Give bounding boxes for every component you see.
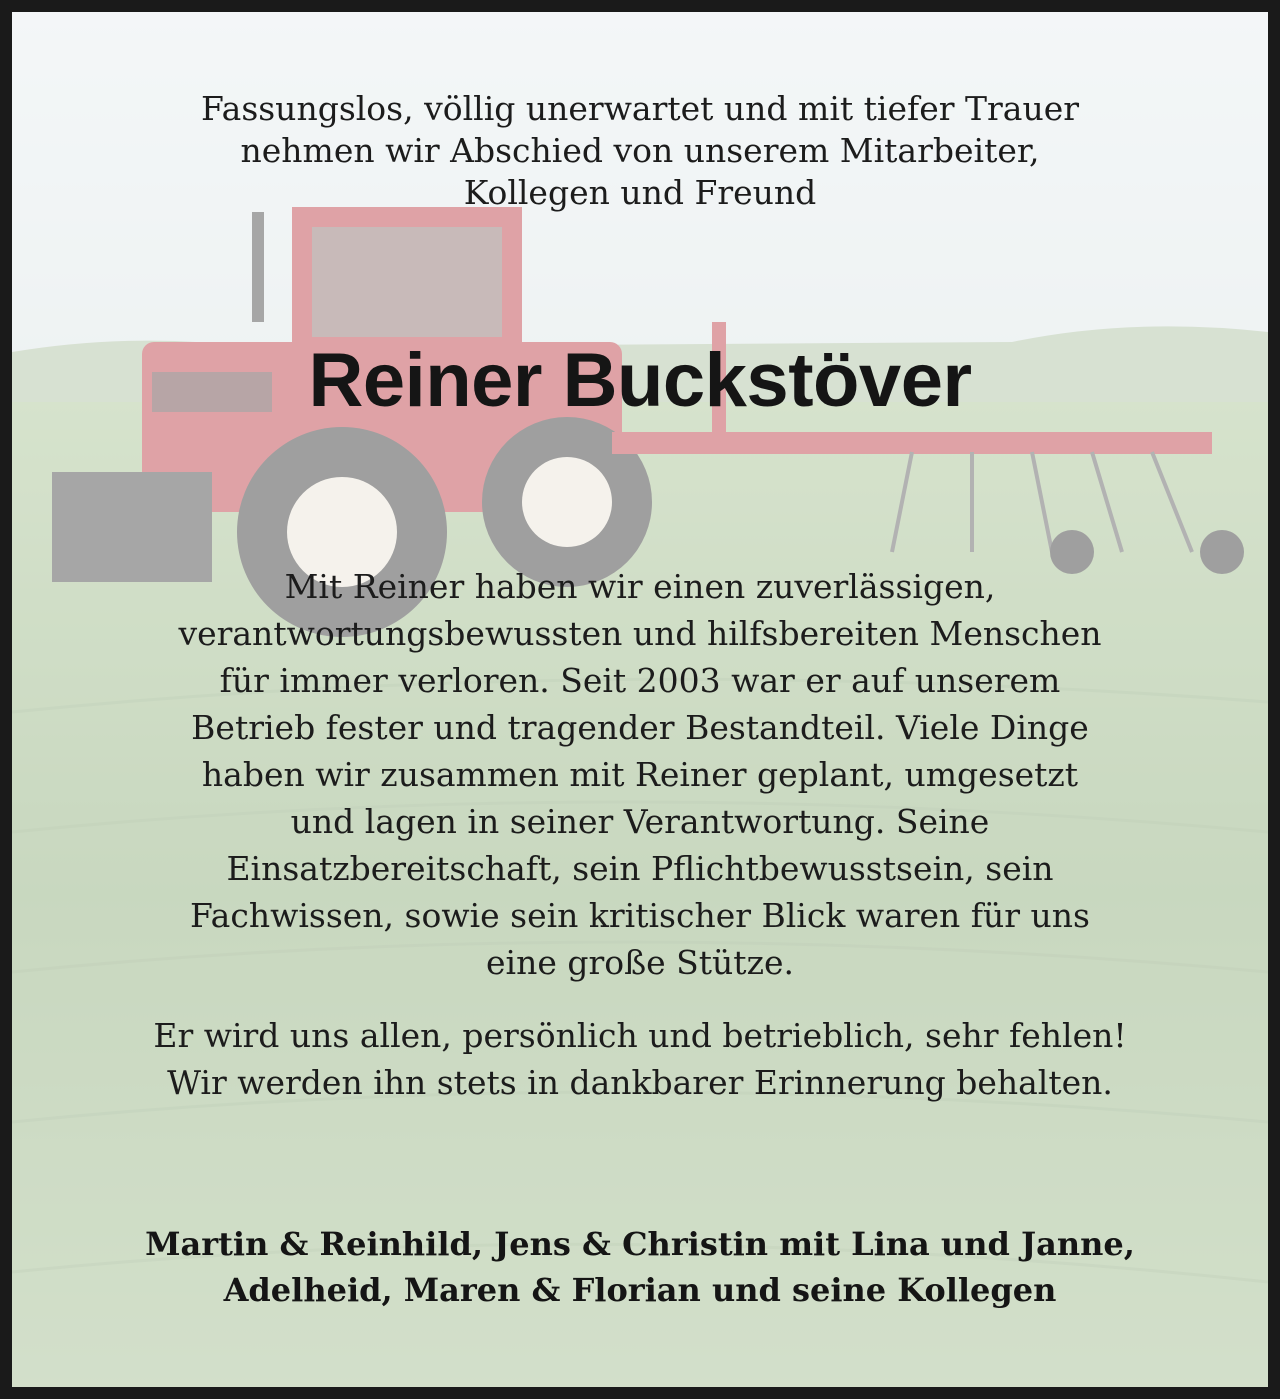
tribute-line: verantwortungsbewussten und hilfsbereiten Menschen [178, 614, 1102, 653]
notice-text [12, 12, 1268, 1387]
intro-line: Kollegen und Freund [463, 173, 817, 212]
tribute-text [12, 563, 1268, 986]
deceased-name: Reiner Buckstöver [308, 338, 972, 423]
tribute-line: Einsatzbereitschaft, sein Pflichtbewusstsein, sein [226, 849, 1054, 888]
tribute-line: haben wir zusammen mit Reiner geplant, umgesetzt [201, 755, 1079, 794]
tribute-line: und lagen in seiner Verantwortung. Seine [290, 802, 990, 841]
tribute-line: für immer verloren. Seit 2003 war er auf unserem [219, 661, 1061, 700]
tribute-line: Fachwissen, sowie sein kritischer Blick waren für uns [190, 896, 1090, 935]
tribute-line: eine große Stütze. [486, 943, 794, 982]
signer-line: Martin & Reinhild, Jens & Christin mit Lina und Janne, [145, 1225, 1135, 1263]
signer-line: Adelheid, Maren & Florian und seine Kollegen [223, 1271, 1057, 1309]
tribute-line: Mit Reiner haben wir einen zuverlässigen, [284, 567, 996, 606]
obituary-notice [12, 12, 1268, 1387]
intro-line: Fassungslos, völlig unerwartet und mit tiefer Trauer [200, 89, 1080, 128]
closing-line: Wir werden ihn stets in dankbarer Erinnerung behalten. [167, 1063, 1113, 1102]
signers [12, 1221, 1268, 1313]
intro-line: nehmen wir Abschied von unserem Mitarbeiter, [240, 131, 1040, 170]
intro-text [12, 88, 1268, 214]
closing-line: Er wird uns allen, persönlich und betrieblich, sehr fehlen! [153, 1016, 1127, 1055]
closing-text [12, 1012, 1268, 1106]
tribute-line: Betrieb fester und tragender Bestandteil. Viele Dinge [191, 708, 1089, 747]
